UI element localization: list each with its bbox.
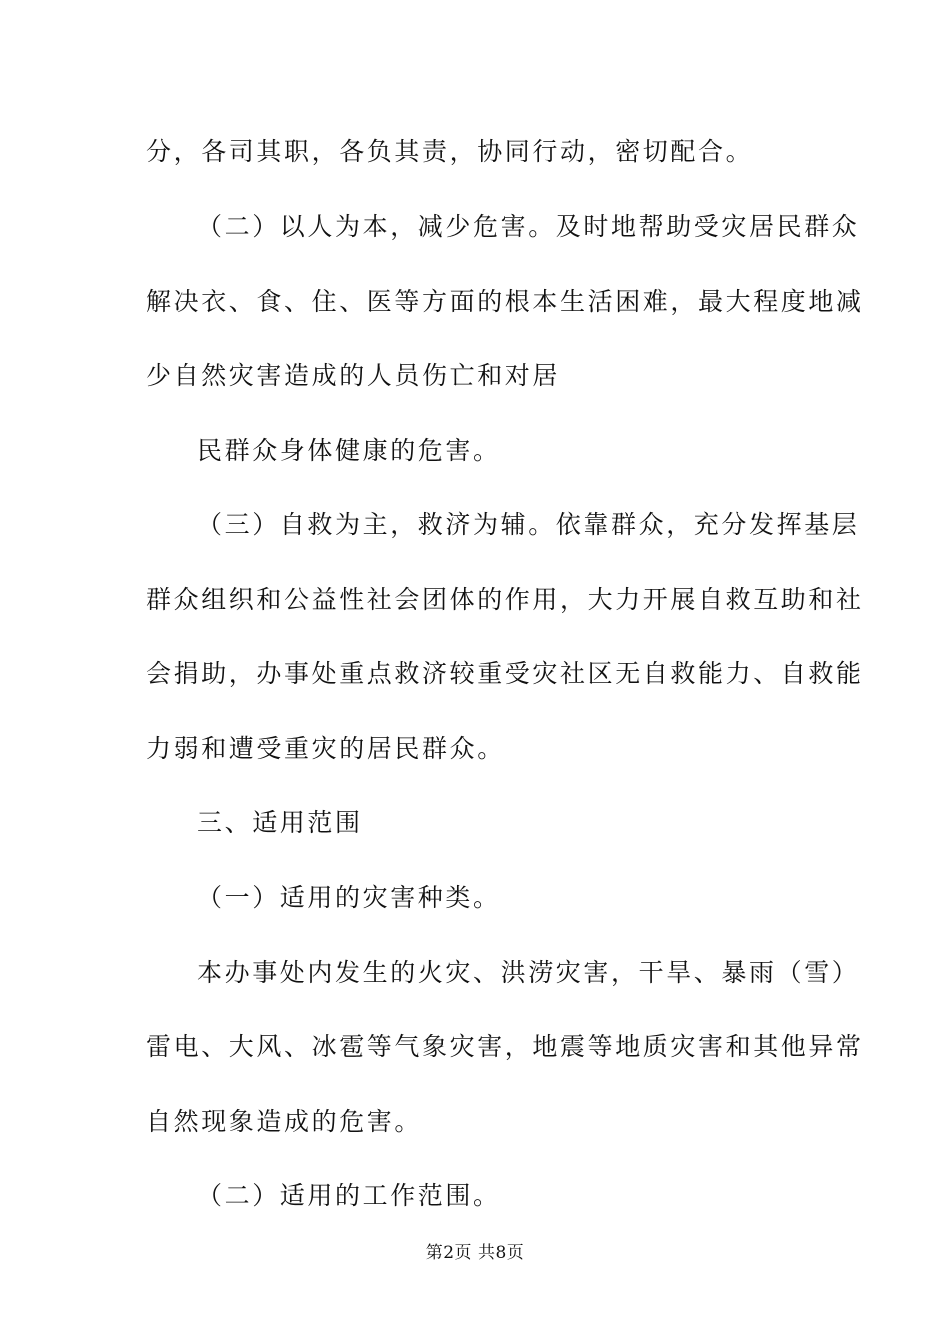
paragraph-line: 民群众身体健康的危害。 [197,436,501,465]
paragraph-line: 本办事处内发生的火灾、洪涝灾害，干旱、暴雨（雪） [197,958,860,987]
subsection-heading: （一）适用的灾害种类。 [197,883,501,912]
subsection-heading: （二）适用的工作范围。 [197,1181,501,1210]
paragraph-line: （二）以人为本，减少危害。及时地帮助受灾居民群众 [197,212,860,241]
paragraph-line: 群众组织和公益性社会团体的作用，大力开展自救互助和社 [146,585,864,614]
paragraph-line: （三）自救为主，救济为辅。依靠群众，充分发挥基层 [197,510,860,539]
paragraph-line: 解决衣、食、住、医等方面的根本生活困难，最大程度地减 [146,287,864,316]
paragraph-line: 雷电、大风、冰雹等气象灾害，地震等地质灾害和其他异常 [146,1032,864,1061]
section-heading: 三、适用范围 [197,808,363,837]
paragraph-line: 力弱和遭受重灾的居民群众。 [146,734,505,763]
paragraph-line: 分，各司其职，各负其责，协同行动，密切配合。 [146,137,754,166]
paragraph-line: 会捐助，办事处重点救济较重受灾社区无自救能力、自救能 [146,659,864,688]
paragraph-line: 少自然灾害造成的人员伤亡和对居 [146,361,561,390]
paragraph-line: 自然现象造成的危害。 [146,1107,423,1136]
page-number-footer: 第2页 共8页 [425,1243,525,1263]
